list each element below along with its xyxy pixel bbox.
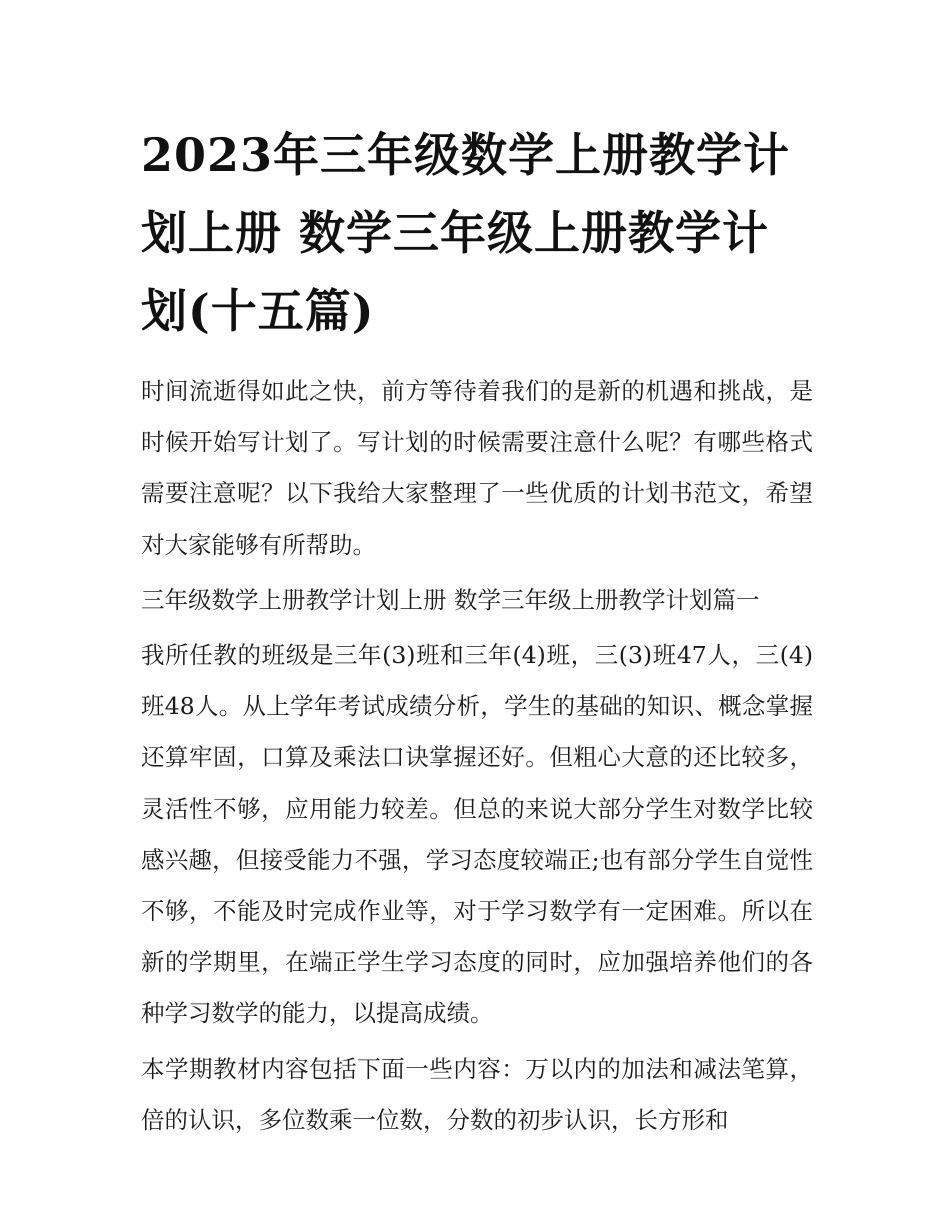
class-analysis-paragraph: 我所任教的班级是三年(3)班和三年(4)班，三(3)班47人，三(4)班48人。从上学年考试成绩分析，学生的基础的知识、概念掌握还算牢固，口算及乘法口诀掌握还好。但粗心大意的还比较多，灵活性不够，应用能力较差。但总的来说大部分学生对数学比较感兴趣，但接受能力不强，学习态度较端正;也有部分学生自觉性不够，不能及时完成作业等，对于学习数学有一定困难。所以在新的学期里，在端正学生学习态度的同时，应加强培养他们的各种学习数学的能力，以提高成绩。 bbox=[141, 641, 813, 1028]
document-body bbox=[141, 116, 813, 1150]
section-heading: 三年级数学上册教学计划上册 数学三年级上册教学计划篇一 bbox=[141, 585, 760, 614]
textbook-content-paragraph: 本学期教材内容包括下面一些内容：万以内的加法和减法笔算，倍的认识，多位数乘一位数，分数的初步认识，长方形和 bbox=[141, 1054, 813, 1134]
intro-paragraph: 时间流逝得如此之快，前方等待着我们的是新的机遇和挑战，是时候开始写计划了。写计划的时候需要注意什么呢？有哪些格式需要注意呢？以下我给大家整理了一些优质的计划书范文，希望对大家能够有所帮助。 bbox=[141, 377, 813, 559]
document-title: 2023年三年级数学上册教学计划上册 数学三年级上册教学计划(十五篇) bbox=[141, 128, 791, 338]
